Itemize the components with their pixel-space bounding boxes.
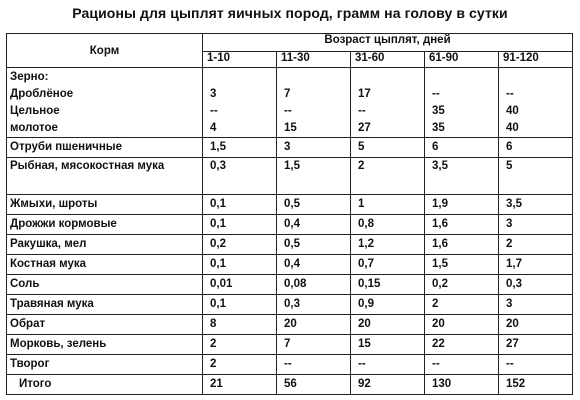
value-cell: -- xyxy=(499,355,573,375)
age-range-header: 11-30 xyxy=(277,52,351,68)
feed-name-cell: Ракушка, мел xyxy=(7,235,203,255)
value-cell: 0,4 xyxy=(277,255,351,275)
grain-value-cell xyxy=(203,68,277,138)
feed-name-cell: Соль xyxy=(7,275,203,295)
total-row xyxy=(7,375,573,395)
value-cell: 8 xyxy=(203,315,277,335)
table-row xyxy=(7,275,573,295)
grain-value: 40 xyxy=(506,122,519,134)
grain-line: Зерно: xyxy=(10,71,49,83)
value-cell: 6 xyxy=(499,138,573,158)
grain-line: Цельное xyxy=(10,105,60,117)
feed-name-cell: Отруби пшеничные xyxy=(7,138,203,158)
grain-line: молотое xyxy=(10,122,58,134)
value-cell: 0,3 xyxy=(499,275,573,295)
age-range-header: 31-60 xyxy=(351,52,425,68)
value-cell: 0,3 xyxy=(277,295,351,315)
total-value-cell: 21 xyxy=(203,375,277,395)
value-cell: 1,5 xyxy=(277,158,351,195)
value-cell: 0,4 xyxy=(277,215,351,235)
grain-value: 40 xyxy=(506,105,519,117)
grain-feed-cell xyxy=(7,68,203,138)
total-value-cell: 56 xyxy=(277,375,351,395)
age-range-header: 1-10 xyxy=(203,52,277,68)
grain-value-cell xyxy=(277,68,351,138)
value-cell: 20 xyxy=(277,315,351,335)
value-cell: 3 xyxy=(277,138,351,158)
value-cell: 20 xyxy=(499,315,573,335)
value-cell: 1,7 xyxy=(499,255,573,275)
table-row xyxy=(7,335,573,355)
grain-value: 27 xyxy=(358,122,371,134)
value-cell: 0,8 xyxy=(351,215,425,235)
value-cell: 2 xyxy=(351,158,425,195)
grain-value: -- xyxy=(210,105,218,117)
value-cell: 1,2 xyxy=(351,235,425,255)
value-cell: 2 xyxy=(203,335,277,355)
value-cell: 20 xyxy=(351,315,425,335)
feed-name-cell: Творог xyxy=(7,355,203,375)
value-cell: 15 xyxy=(351,335,425,355)
value-cell: 6 xyxy=(425,138,499,158)
grain-value: -- xyxy=(506,88,514,100)
feed-name-cell: Жмыхи, шроты xyxy=(7,195,203,215)
header-row-top xyxy=(7,34,573,52)
feed-name-cell: Обрат xyxy=(7,315,203,335)
grain-value: 35 xyxy=(432,122,445,134)
value-cell: 1,6 xyxy=(425,215,499,235)
value-cell: 0,15 xyxy=(351,275,425,295)
table-body xyxy=(7,68,573,395)
total-label-cell: Итого xyxy=(7,375,203,395)
value-cell: 1 xyxy=(351,195,425,215)
feed-column-header: Корм xyxy=(7,34,203,68)
value-cell: 1,5 xyxy=(203,138,277,158)
value-cell: 3,5 xyxy=(425,158,499,195)
value-cell: 3,5 xyxy=(499,195,573,215)
table-row xyxy=(7,158,573,195)
age-column-header: Возраст цыплят, дней xyxy=(203,34,573,52)
table-row xyxy=(7,195,573,215)
age-range-header: 91-120 xyxy=(499,52,573,68)
value-cell: 0,7 xyxy=(351,255,425,275)
total-value-cell: 92 xyxy=(351,375,425,395)
grain-value: -- xyxy=(358,105,366,117)
value-cell: -- xyxy=(351,355,425,375)
value-cell: 20 xyxy=(425,315,499,335)
value-cell: 0,01 xyxy=(203,275,277,295)
grain-value: 4 xyxy=(210,122,217,134)
grain-value-cell xyxy=(351,68,425,138)
value-cell: 0,2 xyxy=(425,275,499,295)
total-value-cell: 152 xyxy=(499,375,573,395)
grain-value: -- xyxy=(284,105,292,117)
value-cell: 5 xyxy=(351,138,425,158)
table-row xyxy=(7,315,573,335)
value-cell: 2 xyxy=(425,295,499,315)
value-cell: 0,2 xyxy=(203,235,277,255)
feed-name-cell: Костная мука xyxy=(7,255,203,275)
grain-value: 15 xyxy=(284,122,297,134)
value-cell: 2 xyxy=(499,235,573,255)
grain-line: Дроблёное xyxy=(10,88,74,100)
value-cell: 1,5 xyxy=(425,255,499,275)
value-cell: 0,3 xyxy=(203,158,277,195)
grain-value-cell xyxy=(499,68,573,138)
table-row xyxy=(7,235,573,255)
value-cell: 2 xyxy=(203,355,277,375)
value-cell: 27 xyxy=(499,335,573,355)
feed-name-cell: Рыбная, мясокостная мука xyxy=(7,158,203,195)
value-cell: 0,1 xyxy=(203,255,277,275)
value-cell: 1,6 xyxy=(425,235,499,255)
feed-name-cell: Травяная мука xyxy=(7,295,203,315)
grain-value: -- xyxy=(432,88,440,100)
table-row xyxy=(7,215,573,235)
value-cell: 0,1 xyxy=(203,195,277,215)
age-range-header: 61-90 xyxy=(425,52,499,68)
value-cell: 0,5 xyxy=(277,195,351,215)
page-title: Рационы для цыплят яичных пород, грамм на голову в сутки xyxy=(72,5,508,21)
table-row xyxy=(7,295,573,315)
value-cell: 5 xyxy=(499,158,573,195)
table-row xyxy=(7,138,573,158)
value-cell: 0,9 xyxy=(351,295,425,315)
value-cell: 0,5 xyxy=(277,235,351,255)
value-cell: 3 xyxy=(499,295,573,315)
value-cell: -- xyxy=(277,355,351,375)
value-cell: 0,1 xyxy=(203,215,277,235)
value-cell: -- xyxy=(425,355,499,375)
feed-name-cell: Морковь, зелень xyxy=(7,335,203,355)
total-value-cell: 130 xyxy=(425,375,499,395)
grain-value-cell xyxy=(425,68,499,138)
value-cell: 7 xyxy=(277,335,351,355)
value-cell: 1,9 xyxy=(425,195,499,215)
table-row-grain xyxy=(7,68,573,138)
table-row xyxy=(7,255,573,275)
feed-name-cell: Дрожжи кормовые xyxy=(7,215,203,235)
grain-value: 3 xyxy=(210,88,217,100)
ration-table xyxy=(6,33,573,395)
grain-value: 7 xyxy=(284,88,291,100)
table-row xyxy=(7,355,573,375)
value-cell: 22 xyxy=(425,335,499,355)
grain-value: 35 xyxy=(432,105,445,117)
value-cell: 3 xyxy=(499,215,573,235)
value-cell: 0,08 xyxy=(277,275,351,295)
grain-value: 17 xyxy=(358,88,371,100)
value-cell: 0,1 xyxy=(203,295,277,315)
